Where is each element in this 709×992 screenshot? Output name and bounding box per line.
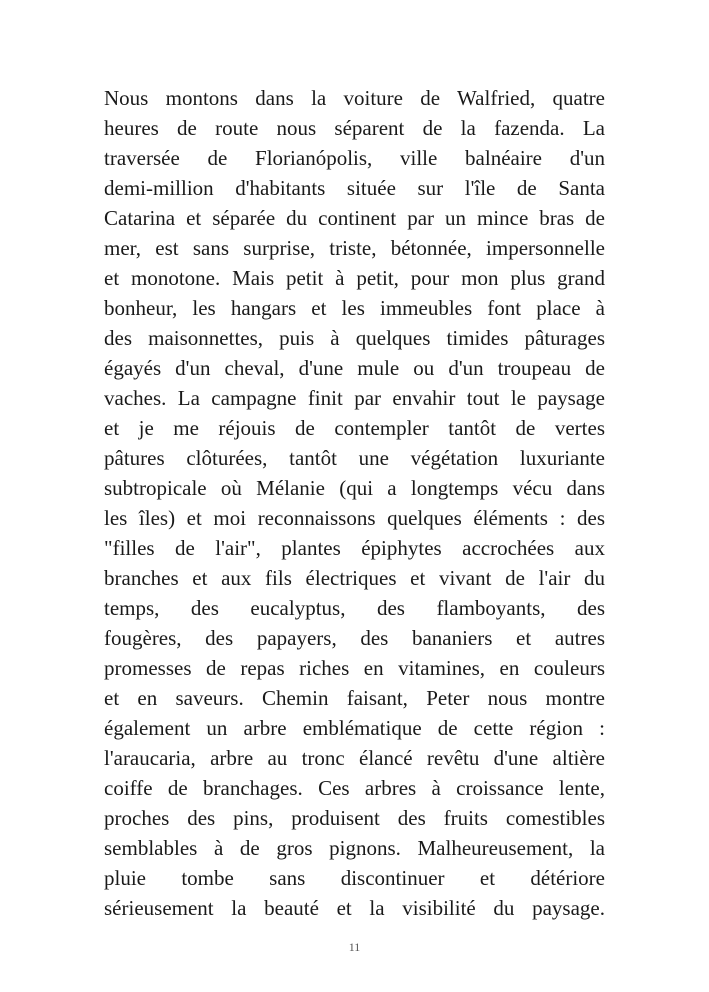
text-line: des maisonnettes, puis à quelques timides pâturages	[104, 326, 605, 350]
text-line: et monotone. Mais petit à petit, pour mon plus grand	[104, 266, 605, 290]
text-line: vaches. La campagne finit par envahir tout le paysage	[104, 386, 605, 410]
text-line: "filles de l'air", plantes épiphytes accrochées aux	[104, 536, 605, 560]
text-line: Nous montons dans la voiture de Walfried, quatre	[104, 86, 605, 110]
text-line: semblables à de gros pignons. Malheureusement, la	[104, 836, 605, 860]
text-line: heures de route nous séparent de la fazenda. La	[104, 116, 605, 140]
page-number: 11	[348, 940, 361, 954]
text-line: demi-million d'habitants située sur l'île de Santa	[104, 176, 605, 200]
text-line: coiffe de branchages. Ces arbres à croissance lente,	[104, 776, 605, 800]
text-line: promesses de repas riches en vitamines, en couleurs	[104, 656, 605, 680]
text-line: et en saveurs. Chemin faisant, Peter nous montre	[104, 686, 605, 710]
text-line: pluie tombe sans discontinuer et détériore	[104, 866, 605, 890]
text-line: subtropicale où Mélanie (qui a longtemps vécu dans	[104, 476, 605, 500]
text-line: également un arbre emblématique de cette région :	[104, 716, 605, 740]
text-line: les îles) et moi reconnaissons quelques éléments : des	[104, 506, 605, 530]
text-line: pâtures clôturées, tantôt une végétation luxuriante	[104, 446, 605, 470]
text-line: sérieusement la beauté et la visibilité du paysage.	[104, 896, 605, 920]
text-line: mer, est sans surprise, triste, bétonnée, impersonnelle	[104, 236, 605, 260]
text-line: l'araucaria, arbre au tronc élancé revêtu d'une altière	[104, 746, 605, 770]
text-line: fougères, des papayers, des bananiers et autres	[104, 626, 605, 650]
text-line: traversée de Florianópolis, ville balnéaire d'un	[104, 146, 605, 170]
text-line: bonheur, les hangars et les immeubles font place à	[104, 296, 605, 320]
text-line: proches des pins, produisent des fruits comestibles	[104, 806, 605, 830]
text-line: égayés d'un cheval, d'une mule ou d'un troupeau de	[104, 356, 605, 380]
text-line: et je me réjouis de contempler tantôt de vertes	[104, 416, 605, 440]
text-line: Catarina et séparée du continent par un mince bras de	[104, 206, 605, 230]
text-line: temps, des eucalyptus, des flamboyants, des	[104, 596, 605, 620]
body-paragraph	[104, 83, 605, 923]
text-line: branches et aux fils électriques et vivant de l'air du	[104, 566, 605, 590]
